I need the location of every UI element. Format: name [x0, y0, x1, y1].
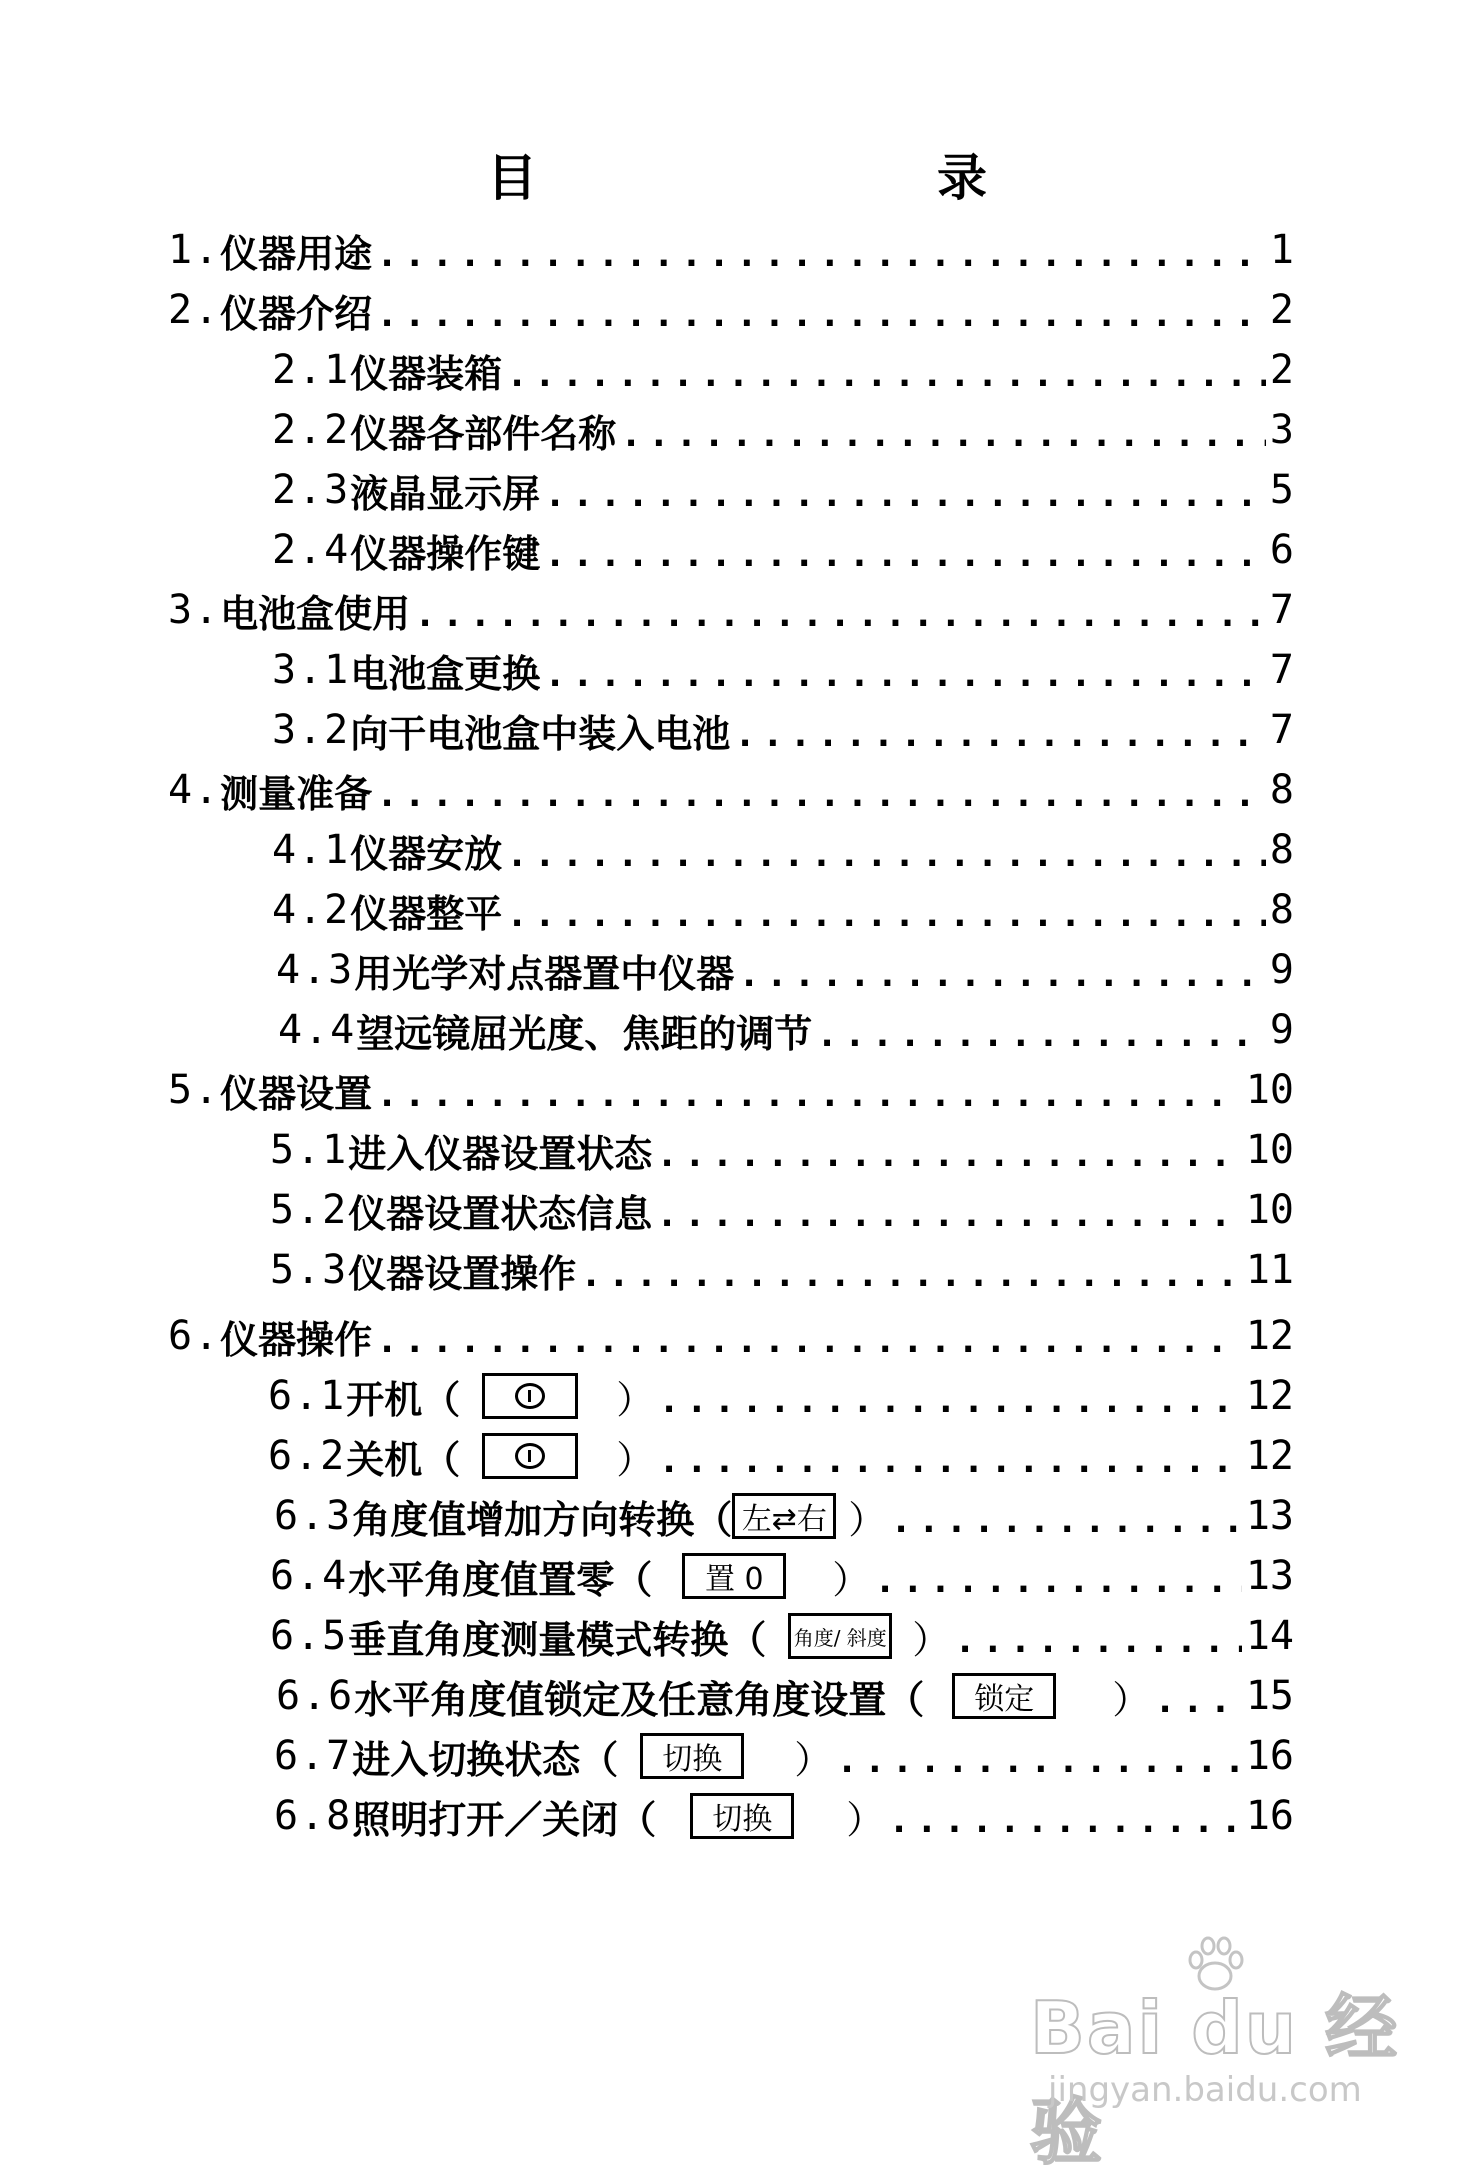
toc-number: 3. [168, 587, 221, 633]
dot-leader [580, 1254, 1242, 1295]
toc-number: 3.1 [272, 647, 351, 693]
dot-leader [376, 1320, 1242, 1361]
dot-leader [890, 1500, 1242, 1541]
toc-number: 5. [168, 1067, 221, 1113]
toc-entry-6-4[interactable] [270, 1546, 1294, 1606]
watermark-brand: Bai du 经验 [1030, 1986, 1400, 2174]
toc-page-number: 11 [1245, 1247, 1294, 1293]
dot-leader [414, 594, 1266, 635]
toc-label: 开机（ [346, 1377, 461, 1422]
page-title: 目 录 [487, 149, 1087, 207]
power-key [482, 1373, 578, 1419]
toc-entry-2-4[interactable] [272, 520, 1294, 580]
toc-number: 6.1 [268, 1373, 347, 1419]
power-key [482, 1433, 578, 1479]
dot-leader [620, 414, 1266, 455]
toc-label: 进入仪器设置状态 [348, 1131, 653, 1176]
toc-page-number: 10 [1245, 1127, 1294, 1173]
toc-label: 用光学对点器置中仪器 [354, 951, 735, 996]
dot-leader [376, 234, 1266, 275]
toc-label: 角度值增加方向转换（ [352, 1497, 733, 1542]
dot-leader [888, 1800, 1242, 1841]
toc-number: 2.1 [272, 347, 351, 393]
toc-entry-2-2[interactable] [272, 400, 1294, 460]
toc-page-number: 2 [1269, 287, 1294, 333]
toc-label: 仪器用途 [220, 231, 373, 276]
toc-entry-6[interactable] [168, 1306, 1294, 1366]
toc-label: 液晶显示屏 [350, 471, 541, 516]
baidu-jingyan-watermark [1030, 1930, 1450, 2174]
toc-entry-6-3[interactable] [274, 1486, 1294, 1546]
toc-page-number: 15 [1245, 1673, 1294, 1719]
toc-page-number: 12 [1245, 1433, 1294, 1479]
dot-leader [738, 954, 1266, 995]
toc-number: 2.2 [272, 407, 351, 453]
dot-leader [658, 1440, 1242, 1481]
toc-page-number: 9 [1269, 1007, 1294, 1053]
toc-number: 6.5 [270, 1613, 349, 1659]
toc-entry-6-8[interactable] [274, 1786, 1294, 1846]
toc-entry-4-4[interactable] [278, 1000, 1294, 1060]
close-paren: ） [794, 1737, 833, 1782]
toc-label: 仪器安放 [350, 831, 503, 876]
toc-page-number: 6 [1269, 527, 1294, 573]
toc-label: 进入切换状态（ [352, 1737, 619, 1782]
toc-label: 仪器各部件名称 [350, 411, 617, 456]
toc-label: 仪器整平 [350, 891, 503, 936]
toc-number: 6.4 [270, 1553, 349, 1599]
toc-label: 水平角度值置零（ [348, 1557, 653, 1602]
dot-leader [506, 894, 1266, 935]
toc-number: 6. [168, 1313, 221, 1359]
dot-leader [506, 354, 1266, 395]
toc-entry-5-3[interactable] [270, 1240, 1294, 1300]
switch-key: 切换 [690, 1793, 794, 1839]
toc-page-number: 9 [1269, 947, 1294, 993]
dot-leader [656, 1194, 1242, 1235]
angle-slope-key: 角度/ 斜度 [788, 1613, 892, 1659]
dot-leader [656, 1134, 1242, 1175]
dot-leader [874, 1560, 1242, 1601]
toc-page-number: 7 [1269, 707, 1294, 753]
close-paren: ） [912, 1617, 951, 1662]
switch-key: 切换 [640, 1733, 744, 1779]
toc-page-number: 1 [1269, 227, 1294, 273]
power-icon [515, 1443, 545, 1469]
dot-leader [1154, 1680, 1242, 1721]
close-paren: ） [616, 1377, 655, 1422]
toc-entry-2[interactable] [168, 280, 1294, 340]
toc-number: 6.6 [276, 1673, 355, 1719]
dot-leader [544, 474, 1266, 515]
dot-leader [376, 1074, 1242, 1115]
toc-label: 电池盒使用 [220, 591, 411, 636]
toc-page-number: 13 [1245, 1493, 1294, 1539]
toc-label: 关机（ [346, 1437, 461, 1482]
power-icon [515, 1383, 545, 1409]
toc-label: 望远镜屈光度、焦距的调节 [356, 1011, 813, 1056]
toc-entry-5-1[interactable] [270, 1120, 1294, 1180]
toc-page-number: 7 [1269, 647, 1294, 693]
toc-page-number: 8 [1269, 827, 1294, 873]
toc-entry-2-3[interactable] [272, 460, 1294, 520]
toc-label: 向干电池盒中装入电池 [350, 711, 731, 756]
toc-page-number: 10 [1245, 1067, 1294, 1113]
dot-leader [544, 654, 1266, 695]
toc-page-number: 5 [1269, 467, 1294, 513]
toc-number: 2. [168, 287, 221, 333]
toc-number: 6.3 [274, 1493, 353, 1539]
toc-entry-4-1[interactable] [272, 820, 1294, 880]
toc-label: 仪器设置状态信息 [348, 1191, 653, 1236]
toc-entry-6-1[interactable] [268, 1366, 1294, 1426]
toc-number: 3.2 [272, 707, 351, 753]
close-paren: ） [846, 1797, 885, 1842]
toc-label: 仪器装箱 [350, 351, 503, 396]
toc-number: 4. [168, 767, 221, 813]
toc-page-number: 14 [1245, 1613, 1294, 1659]
toc-number: 6.2 [268, 1433, 347, 1479]
toc-page-number: 16 [1245, 1793, 1294, 1839]
dot-leader [376, 774, 1266, 815]
toc-page-number: 12 [1245, 1373, 1294, 1419]
dot-leader [836, 1740, 1242, 1781]
toc-entry-6-5[interactable] [270, 1606, 1294, 1666]
dot-leader [658, 1380, 1242, 1421]
dot-leader [544, 534, 1266, 575]
toc-label: 测量准备 [220, 771, 373, 816]
toc-page-number: 13 [1245, 1553, 1294, 1599]
toc-label: 仪器设置操作 [348, 1251, 577, 1296]
toc-number: 4.1 [272, 827, 351, 873]
toc-label: 水平角度值锁定及任意角度设置（ [354, 1677, 925, 1722]
toc-number: 5.3 [270, 1247, 349, 1293]
toc-label: 垂直角度测量模式转换（ [348, 1617, 767, 1662]
dot-leader [506, 834, 1266, 875]
toc-page-number: 3 [1269, 407, 1294, 453]
toc-entry-5[interactable] [168, 1060, 1294, 1120]
toc-page-number: 16 [1245, 1733, 1294, 1779]
toc-page-number: 12 [1245, 1313, 1294, 1359]
close-paren: ） [832, 1557, 871, 1602]
toc-number: 5.2 [270, 1187, 349, 1233]
toc-page-number: 10 [1245, 1187, 1294, 1233]
toc-entry-6-7[interactable] [274, 1726, 1294, 1786]
toc-label: 仪器操作 [220, 1317, 373, 1362]
dot-leader [954, 1620, 1242, 1661]
toc-entry-3-2[interactable] [272, 700, 1294, 760]
toc-page-number: 8 [1269, 767, 1294, 813]
toc-page-number: 7 [1269, 587, 1294, 633]
direction-key: 左⇄右 [732, 1493, 836, 1539]
toc-label: 电池盒更换 [350, 651, 541, 696]
toc-number: 2.3 [272, 467, 351, 513]
toc-label: 照明打开／关闭（ [352, 1797, 657, 1842]
toc-label: 仪器设置 [220, 1071, 373, 1116]
dot-leader [734, 714, 1266, 755]
toc-number: 6.7 [274, 1733, 353, 1779]
toc-label: 仪器操作键 [350, 531, 541, 576]
toc-page-number: 8 [1269, 887, 1294, 933]
dot-leader [376, 294, 1266, 335]
close-paren: ） [1112, 1677, 1151, 1722]
toc-label: 仪器介绍 [220, 291, 373, 336]
toc-entry-4[interactable] [168, 760, 1294, 820]
close-paren: ） [616, 1437, 655, 1482]
toc-entry-6-6[interactable] [276, 1666, 1294, 1726]
toc-entry-3-1[interactable] [272, 640, 1294, 700]
toc-number: 4.3 [276, 947, 355, 993]
close-paren: ） [848, 1497, 887, 1542]
toc-entry-3[interactable] [168, 580, 1294, 640]
toc-page-number: 2 [1269, 347, 1294, 393]
toc-number: 4.4 [278, 1007, 357, 1053]
toc-number: 5.1 [270, 1127, 349, 1173]
toc-number: 6.8 [274, 1793, 353, 1839]
toc-entry-4-3[interactable] [276, 940, 1294, 1000]
toc-number: 2.4 [272, 527, 351, 573]
toc-entry-1[interactable] [168, 220, 1294, 280]
toc-entry-5-2[interactable] [270, 1180, 1294, 1240]
zero-set-key: 置 0 [682, 1553, 786, 1599]
toc-number: 1. [168, 227, 221, 273]
lock-key: 锁定 [952, 1673, 1056, 1719]
toc-entry-4-2[interactable] [272, 880, 1294, 940]
watermark-url: jingyan.baidu.com [1048, 2070, 1362, 2110]
toc-entry-6-2[interactable] [268, 1426, 1294, 1486]
toc-number: 4.2 [272, 887, 351, 933]
toc-entry-2-1[interactable] [272, 340, 1294, 400]
dot-leader [816, 1014, 1266, 1055]
